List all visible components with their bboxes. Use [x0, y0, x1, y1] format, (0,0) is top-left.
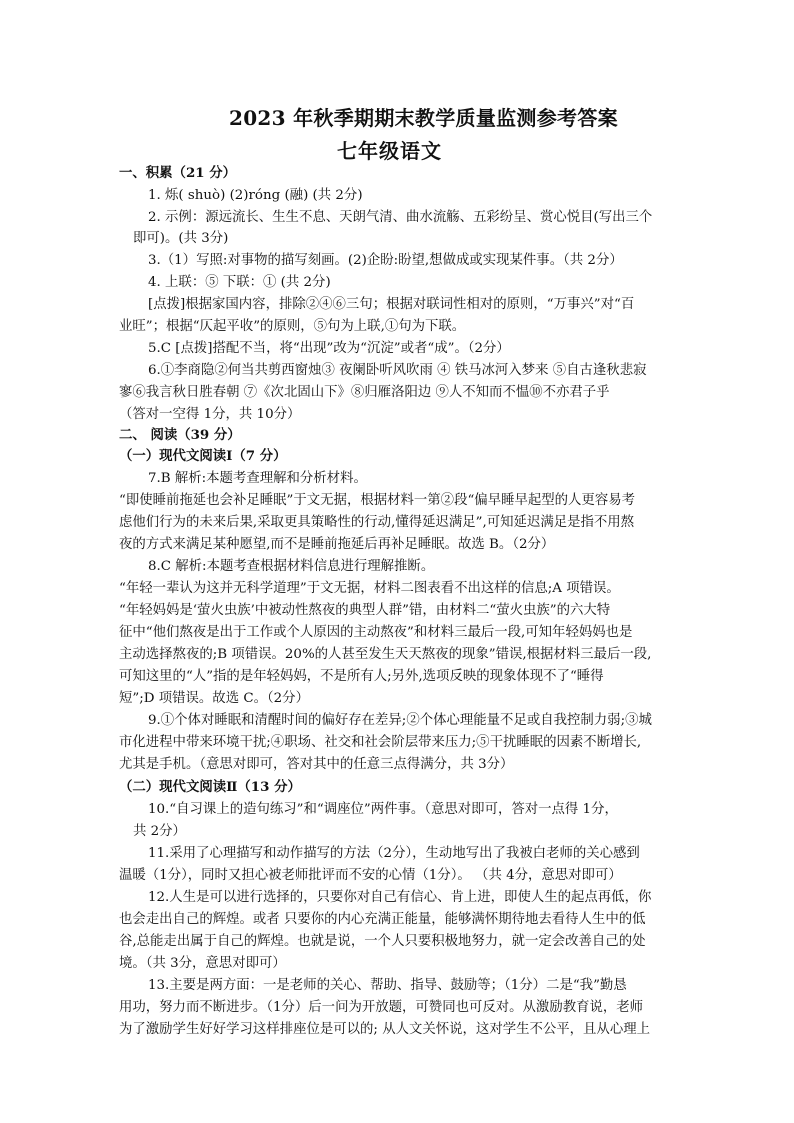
text-line: 虑他们行为的未来后果,采取更具策略性的行动,懂得延迟满足”,可知延迟满足是指不用熬	[119, 515, 635, 530]
document-subtitle: 七年级语文	[337, 139, 442, 163]
text-line: 尤其是手机。（意思对即可，答对其中的任意三点得满分，共 3分）	[119, 757, 514, 772]
text-line: 5.C [点拨]搭配不当，将“出现”改为“沉淀”或者“成”。（2分）	[148, 341, 510, 356]
text-line: [点拨]根据家国内容，排除②④⑥三句；根据对联词性相对的原则，“万事兴”对“百	[148, 297, 635, 312]
text-line: 7.B 解析:本题考查理解和分析材料。	[148, 471, 367, 486]
text-line: 短”;D 项错误。故选 C。（2分）	[119, 691, 309, 706]
text-line: 境。（共 3分，意思对即可）	[119, 956, 286, 971]
text-line: 寥⑥我言秋日胜春朝 ⑦《次北固山下》⑧归雁洛阳边 ⑨人不知而不愠⑩不亦君子乎	[119, 385, 610, 400]
section-heading-accumulation: 一、积累（21 分）	[119, 165, 237, 181]
text-line: 即可)。(共 3分)	[133, 231, 229, 246]
text-line: 征中“他们熬夜是出于工作或个人原因的主动熬夜”和材料三最后一段,可知年轻妈妈也是	[119, 625, 633, 640]
text-line: 用功，努力而不断进步。（1分）后一问为开放题，可赞同也可反对。从激励教育说，老师	[119, 1000, 644, 1015]
text-line: 9.①个体对睡眠和清醒时间的偏好存在差异;②个体心理能量不足或自我控制力弱;③城	[148, 713, 652, 728]
text-line: （答对一空得 1分，共 10分）	[119, 407, 301, 422]
text-line: 2. 示例：源远流长、生生不息、天朗气清、曲水流觞、五彩纷呈、赏心悦目(写出三个	[148, 210, 653, 225]
subsection-heading-reading-2: （二）现代文阅读Ⅱ（13 分）	[119, 779, 301, 795]
text-line: “年轻妈妈是‘萤火虫族’中被动性熬夜的典型人群”错，由材料二“萤火虫族”的六大特	[119, 603, 611, 618]
section-heading-reading: 二、 阅读（39 分）	[119, 427, 241, 443]
text-line: 业旺”；根据“仄起平收”的原则，⑤句为上联,①句为下联。	[119, 319, 466, 334]
text-line: 市化进程中带来环境干扰;④职场、社交和社会阶层带来压力;⑤干扰睡眠的因素不断增长,	[119, 735, 642, 750]
text-line: 12.人生是可以进行选择的，只要你对自己有信心、肯上进，即使人生的起点再低，你	[148, 890, 652, 905]
text-line: 谷,总能走出属于自己的辉煌。也就是说，一个人只要积极地努力，就一定会改善自己的处	[119, 934, 646, 949]
text-line: 4. 上联：⑤ 下联：① (共 2分)	[148, 275, 331, 290]
text-line: 10.“自习课上的造句练习”和“调座位”两件事。（意思对即可，答对一点得 1分，	[148, 802, 618, 817]
text-line: 1. 烁( shuò) (2)róng (融) (共 2分)	[148, 188, 363, 203]
text-line: 夜的方式来满足某种愿望,而不是睡前拖延后再补足睡眠。故选 B。（2分）	[119, 537, 555, 552]
text-line: “即使睡前拖延也会补足睡眠”于文无据，根据材料一第②段“偏早睡早起型的人更容易考	[119, 493, 635, 508]
text-line: 共 2分）	[133, 824, 186, 839]
subsection-heading-reading-1: （一）现代文阅读Ⅰ（7 分）	[119, 448, 287, 464]
text-line: 也会走出自己的辉煌。或者 只要你的内心充满正能量，能够满怀期待地去看待人生中的低	[119, 912, 646, 927]
text-line: 温暖（1分），同时又担心被老师批评而不安的心情（1分）。 （共 4分，意思对即可）	[119, 868, 622, 883]
text-line: 11.采用了心理描写和动作描写的方法（2分），生动地写出了我被白老师的关心感到	[148, 846, 640, 861]
text-line: 3.（1）写照:对事物的描写刻画。(2)企盼:盼望,想做成或实现某件事。（共 2分）	[148, 253, 623, 268]
text-line: 可知这里的“人”指的是年轻妈妈，不是所有人;另外,选项反映的现象体现不了“睡得	[119, 669, 604, 684]
text-line: 13.主要是两方面：一是老师的关心、帮助、指导、鼓励等；（1分）二是“我”勤恳	[148, 978, 627, 993]
text-line: “年轻一辈认为这并无科学道理”于文无据，材料二图表看不出这样的信息;A 项错误。	[119, 581, 620, 596]
text-line: 8.C 解析:本题考查根据材料信息进行理解推断。	[148, 559, 435, 574]
text-line: 为了激励学生好好学习这样排座位是可以的; 从人文关怀说，这对学生不公平，且从心理上	[119, 1022, 650, 1037]
document-title: 2023 年秋季期期末教学质量监测参考答案	[229, 106, 618, 130]
text-line: 6.①李商隐②何当共剪西窗烛③ 夜阑卧听风吹雨 ④ 铁马冰河入梦来 ⑤自古逢秋悲寂	[148, 363, 647, 378]
text-line: 主动选择熬夜的;B 项错误。20%的人甚至发生天天熬夜的现象”错误,根据材料三最后一段,	[119, 647, 652, 662]
